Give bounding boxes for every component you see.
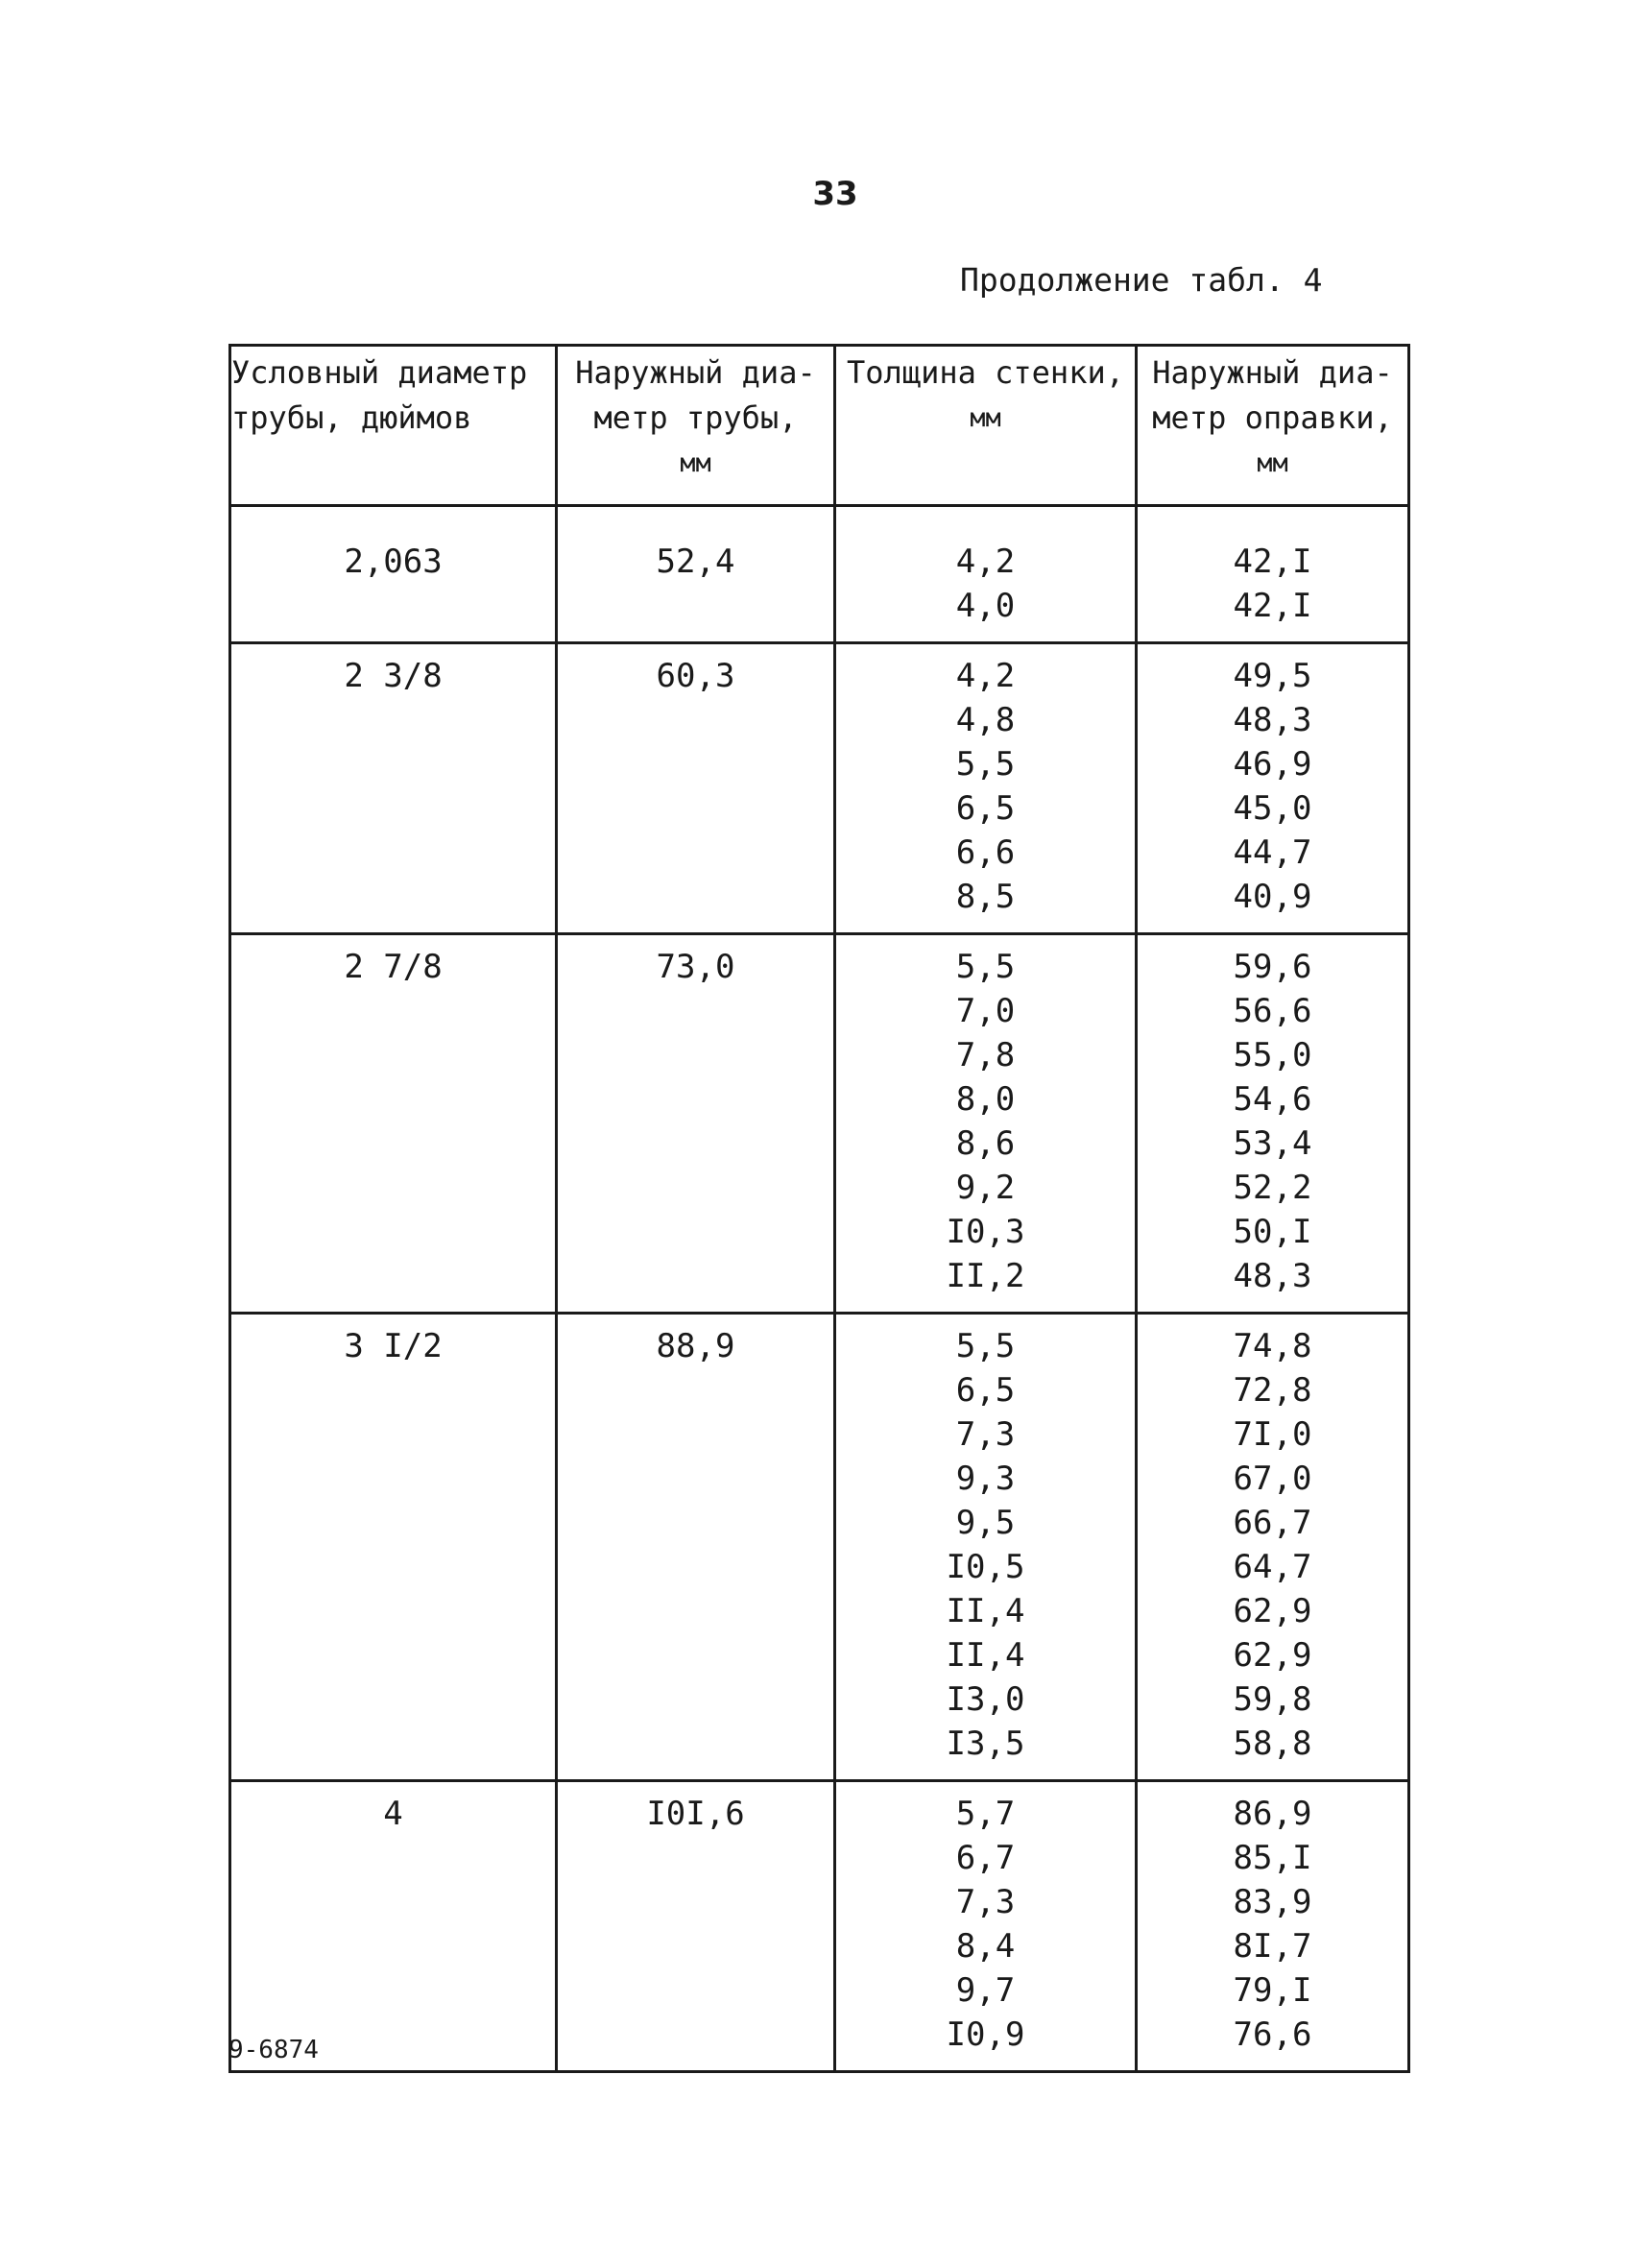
table-row xyxy=(230,1314,1409,1781)
header-unit: мм xyxy=(970,403,1001,433)
mandrel-diameter-value: 85,I xyxy=(1233,1839,1312,1877)
header-unit: мм xyxy=(680,448,711,478)
mandrel-diameter-value: 46,9 xyxy=(1233,745,1312,784)
header-line: Толщина стенки, xyxy=(847,354,1124,391)
page-number: 33 xyxy=(812,175,858,213)
wall-thickness-value: 7,3 xyxy=(955,1883,1016,1921)
cell-nominal-diameter: 2,063 xyxy=(230,506,557,643)
mandrel-diameter-value: 52,2 xyxy=(1233,1169,1312,1207)
cell-mandrel-diameter xyxy=(1137,1781,1409,2072)
header-line: Условный диаметр xyxy=(231,354,528,391)
wall-thickness-value: 4,2 xyxy=(955,657,1016,695)
mandrel-diameter-value: 67,0 xyxy=(1233,1460,1312,1498)
wall-thickness-value: I3,0 xyxy=(946,1680,1025,1719)
mandrel-diameter-value: 50,I xyxy=(1233,1213,1312,1251)
mandrel-diameter-value: 74,8 xyxy=(1233,1327,1312,1365)
cell-nominal-diameter: 4 xyxy=(230,1781,557,2072)
wall-thickness-value: I0,5 xyxy=(946,1548,1025,1586)
mandrel-diameter-value: 55,0 xyxy=(1233,1036,1312,1074)
header-line: Наружный диа- xyxy=(1152,354,1393,391)
header-line: метр оправки, xyxy=(1152,399,1393,436)
cell-mandrel-diameter xyxy=(1137,506,1409,643)
mandrel-diameter-value: 42,I xyxy=(1233,587,1312,625)
wall-thickness-value: II,2 xyxy=(946,1257,1025,1295)
mandrel-diameter-value: 53,4 xyxy=(1233,1124,1312,1163)
mandrel-diameter-value: 42,I xyxy=(1233,543,1312,581)
table-row xyxy=(230,1781,1409,2072)
wall-thickness-value: 5,5 xyxy=(955,745,1016,784)
wall-thickness-value: 9,2 xyxy=(955,1169,1016,1207)
cell-mandrel-diameter xyxy=(1137,934,1409,1314)
mandrel-diameter-value: 48,3 xyxy=(1233,701,1312,739)
mandrel-diameter-value: 40,9 xyxy=(1233,878,1312,916)
table-row xyxy=(230,643,1409,934)
mandrel-diameter-value: 59,8 xyxy=(1233,1680,1312,1719)
mandrel-diameter-value: 44,7 xyxy=(1233,833,1312,872)
mandrel-diameter-value: 58,8 xyxy=(1233,1725,1312,1763)
wall-thickness-value: 7,8 xyxy=(955,1036,1016,1074)
cell-nominal-diameter: 2 3/8 xyxy=(230,643,557,934)
wall-thickness-value: 6,7 xyxy=(955,1839,1016,1877)
mandrel-diameter-value: 66,7 xyxy=(1233,1504,1312,1542)
header-line: Наружный диа- xyxy=(575,354,816,391)
mandrel-diameter-value: 76,6 xyxy=(1233,2015,1312,2054)
header-outer-diameter xyxy=(557,346,835,506)
wall-thickness-value: 7,3 xyxy=(955,1415,1016,1454)
cell-outer-diameter: 52,4 xyxy=(557,506,835,643)
wall-thickness-value: 7,0 xyxy=(955,992,1016,1030)
wall-thickness-value: I0,9 xyxy=(946,2015,1025,2054)
wall-thickness-value: 8,0 xyxy=(955,1080,1016,1119)
mandrel-diameter-value: 62,9 xyxy=(1233,1592,1312,1630)
wall-thickness-value: 4,0 xyxy=(955,587,1016,625)
wall-thickness-value: 9,5 xyxy=(955,1504,1016,1542)
cell-wall-thickness xyxy=(835,934,1137,1314)
cell-mandrel-diameter xyxy=(1137,1314,1409,1781)
wall-thickness-value: I3,5 xyxy=(946,1725,1025,1763)
cell-outer-diameter: 73,0 xyxy=(557,934,835,1314)
mandrel-diameter-value: 64,7 xyxy=(1233,1548,1312,1586)
wall-thickness-value: 5,7 xyxy=(955,1795,1016,1833)
mandrel-diameter-value: 86,9 xyxy=(1233,1795,1312,1833)
header-nominal-diameter xyxy=(230,346,557,506)
cell-outer-diameter: 60,3 xyxy=(557,643,835,934)
mandrel-diameter-value: 62,9 xyxy=(1233,1636,1312,1675)
mandrel-diameter-value: 7I,0 xyxy=(1233,1415,1312,1454)
table-body xyxy=(230,506,1409,2072)
header-wall-thickness xyxy=(835,346,1137,506)
mandrel-diameter-value: 49,5 xyxy=(1233,657,1312,695)
wall-thickness-value: 9,7 xyxy=(955,1971,1016,2010)
wall-thickness-value: 5,5 xyxy=(955,948,1016,986)
cell-mandrel-diameter xyxy=(1137,643,1409,934)
cell-wall-thickness xyxy=(835,1781,1137,2072)
header-line: метр трубы, xyxy=(593,399,798,436)
pipe-dimensions-table xyxy=(228,344,1410,2073)
mandrel-diameter-value: 56,6 xyxy=(1233,992,1312,1030)
wall-thickness-value: 9,3 xyxy=(955,1460,1016,1498)
wall-thickness-value: 4,8 xyxy=(955,701,1016,739)
mandrel-diameter-value: 72,8 xyxy=(1233,1371,1312,1410)
mandrel-diameter-value: 54,6 xyxy=(1233,1080,1312,1119)
mandrel-diameter-value: 83,9 xyxy=(1233,1883,1312,1921)
wall-thickness-value: 6,5 xyxy=(955,789,1016,828)
wall-thickness-value: 5,5 xyxy=(955,1327,1016,1365)
header-line: трубы, дюймов xyxy=(231,399,472,436)
cell-wall-thickness xyxy=(835,506,1137,643)
cell-outer-diameter: I0I,6 xyxy=(557,1781,835,2072)
header-mandrel-diameter xyxy=(1137,346,1409,506)
cell-nominal-diameter: 2 7/8 xyxy=(230,934,557,1314)
wall-thickness-value: 4,2 xyxy=(955,543,1016,581)
mandrel-diameter-value: 79,I xyxy=(1233,1971,1312,2010)
wall-thickness-value: 6,5 xyxy=(955,1371,1016,1410)
wall-thickness-value: II,4 xyxy=(946,1636,1025,1675)
cell-wall-thickness xyxy=(835,643,1137,934)
cell-nominal-diameter: 3 I/2 xyxy=(230,1314,557,1781)
table-row xyxy=(230,934,1409,1314)
mandrel-diameter-value: 45,0 xyxy=(1233,789,1312,828)
wall-thickness-value: 8,4 xyxy=(955,1927,1016,1966)
table-continuation-caption: Продолжение табл. 4 xyxy=(960,261,1323,299)
cell-wall-thickness xyxy=(835,1314,1137,1781)
wall-thickness-value: II,4 xyxy=(946,1592,1025,1630)
wall-thickness-value: 6,6 xyxy=(955,833,1016,872)
cell-outer-diameter: 88,9 xyxy=(557,1314,835,1781)
table-header-row xyxy=(230,346,1409,506)
wall-thickness-value: 8,6 xyxy=(955,1124,1016,1163)
mandrel-diameter-value: 8I,7 xyxy=(1233,1927,1312,1966)
footer-document-code: 9-6874 xyxy=(228,2036,319,2064)
header-unit: мм xyxy=(1257,448,1288,478)
wall-thickness-value: I0,3 xyxy=(946,1213,1025,1251)
table-row xyxy=(230,506,1409,643)
mandrel-diameter-value: 59,6 xyxy=(1233,948,1312,986)
mandrel-diameter-value: 48,3 xyxy=(1233,1257,1312,1295)
wall-thickness-value: 8,5 xyxy=(955,878,1016,916)
